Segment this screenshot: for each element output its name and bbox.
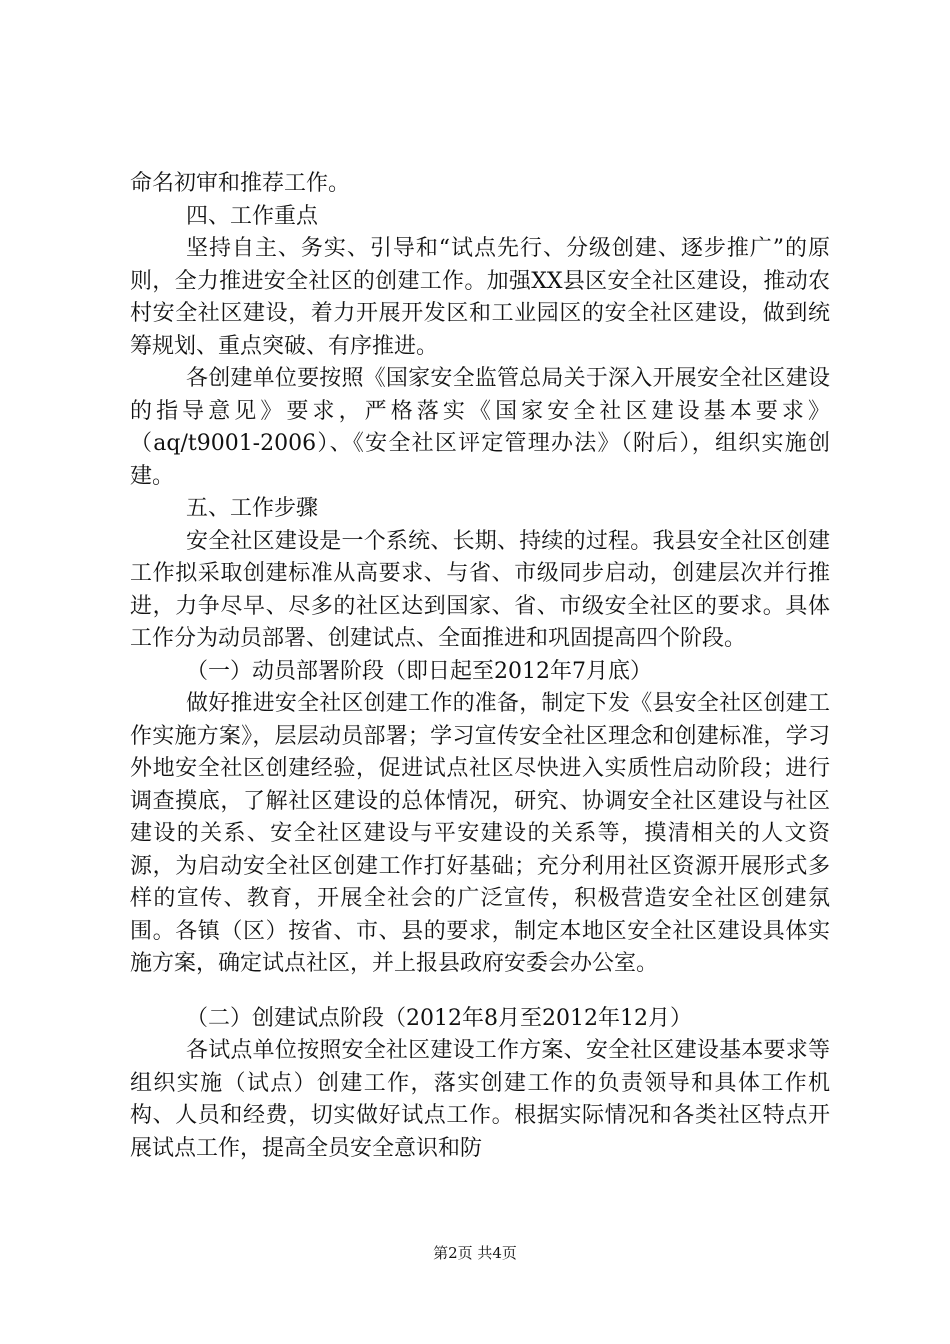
paragraph-continuation: 命名初审和推荐工作。 bbox=[130, 171, 351, 196]
section-heading-work-steps: 五、工作步骤 bbox=[186, 496, 319, 521]
paragraph-pilot: 各试点单位按照安全社区建设工作方案、安全社区建设基本要求等组织实施（试点）创建工作，落实创建工作的负责领导和具体工作机构、人员和经费，切实做好试点工作。根据实际情况和各类社区特点开展试点工作，提高全员安全意识和防 bbox=[130, 1038, 830, 1161]
paragraph-principles: 坚持自主、务实、引导和“试点先行、分级创建、逐步推广”的原则，全力推进安全社区的创建工作。加强XX县区安全社区建设，推动农村安全社区建设，着力开展开发区和工业园区的安全社区建设，做到统筹规划、重点突破、有序推进。 bbox=[130, 236, 830, 359]
paragraph-mobilization: 做好推进安全社区创建工作的准备，制定下发《县安全社区创建工作实施方案》，层层动员部署；学习宣传安全社区理念和创建标准，学习外地安全社区创建经验，促进试点社区尽快进入实质性启动阶段；进行调查摸底，了解社区建设的总体情况，研究、协调安全社区建设与社区建设的关系、安全社区建设与平安建设的关系等，摸清相关的人文资源，为启动安全社区创建工作打好基础；充分利用社区资源开展形式多样的宣传、教育，开展全社会的广泛宣传，积极营造安全社区创建氛围。各镇（区）按省、市、县的要求，制定本地区安全社区建设具体实施方案，确定试点社区，并上报县政府安委会办公室。 bbox=[130, 691, 830, 976]
paragraph-gap bbox=[130, 981, 830, 1003]
subsection-heading-pilot: （二）创建试点阶段（2012年8月至2012年12月） bbox=[186, 1005, 692, 1031]
document-body bbox=[130, 168, 830, 1165]
paragraph-steps-overview: 安全社区建设是一个系统、长期、持续的过程。我县安全社区创建工作拟采取创建标准从高要求、与省、市级同步启动，创建层次并行推进，力争尽早、尽多的社区达到国家、省、市级安全社区的要求。具体工作分为动员部署、创建试点、全面推进和巩固提高四个阶段。 bbox=[130, 528, 830, 651]
section-heading-work-focus: 四、工作重点 bbox=[186, 203, 319, 229]
page-number-footer: 第2页 共4页 bbox=[433, 1244, 517, 1262]
subsection-heading-mobilization: （一）动员部署阶段（即日起至2012年7月底） bbox=[186, 658, 652, 684]
paragraph-requirements: 各创建单位要按照《国家安全监管总局关于深入开展安全社区建设的指导意见》要求，严格落实《国家安全社区建设基本要求》（aq/t9001-2006）、《安全社区评定管理办法》（附后），组织实施创建。 bbox=[130, 366, 830, 489]
